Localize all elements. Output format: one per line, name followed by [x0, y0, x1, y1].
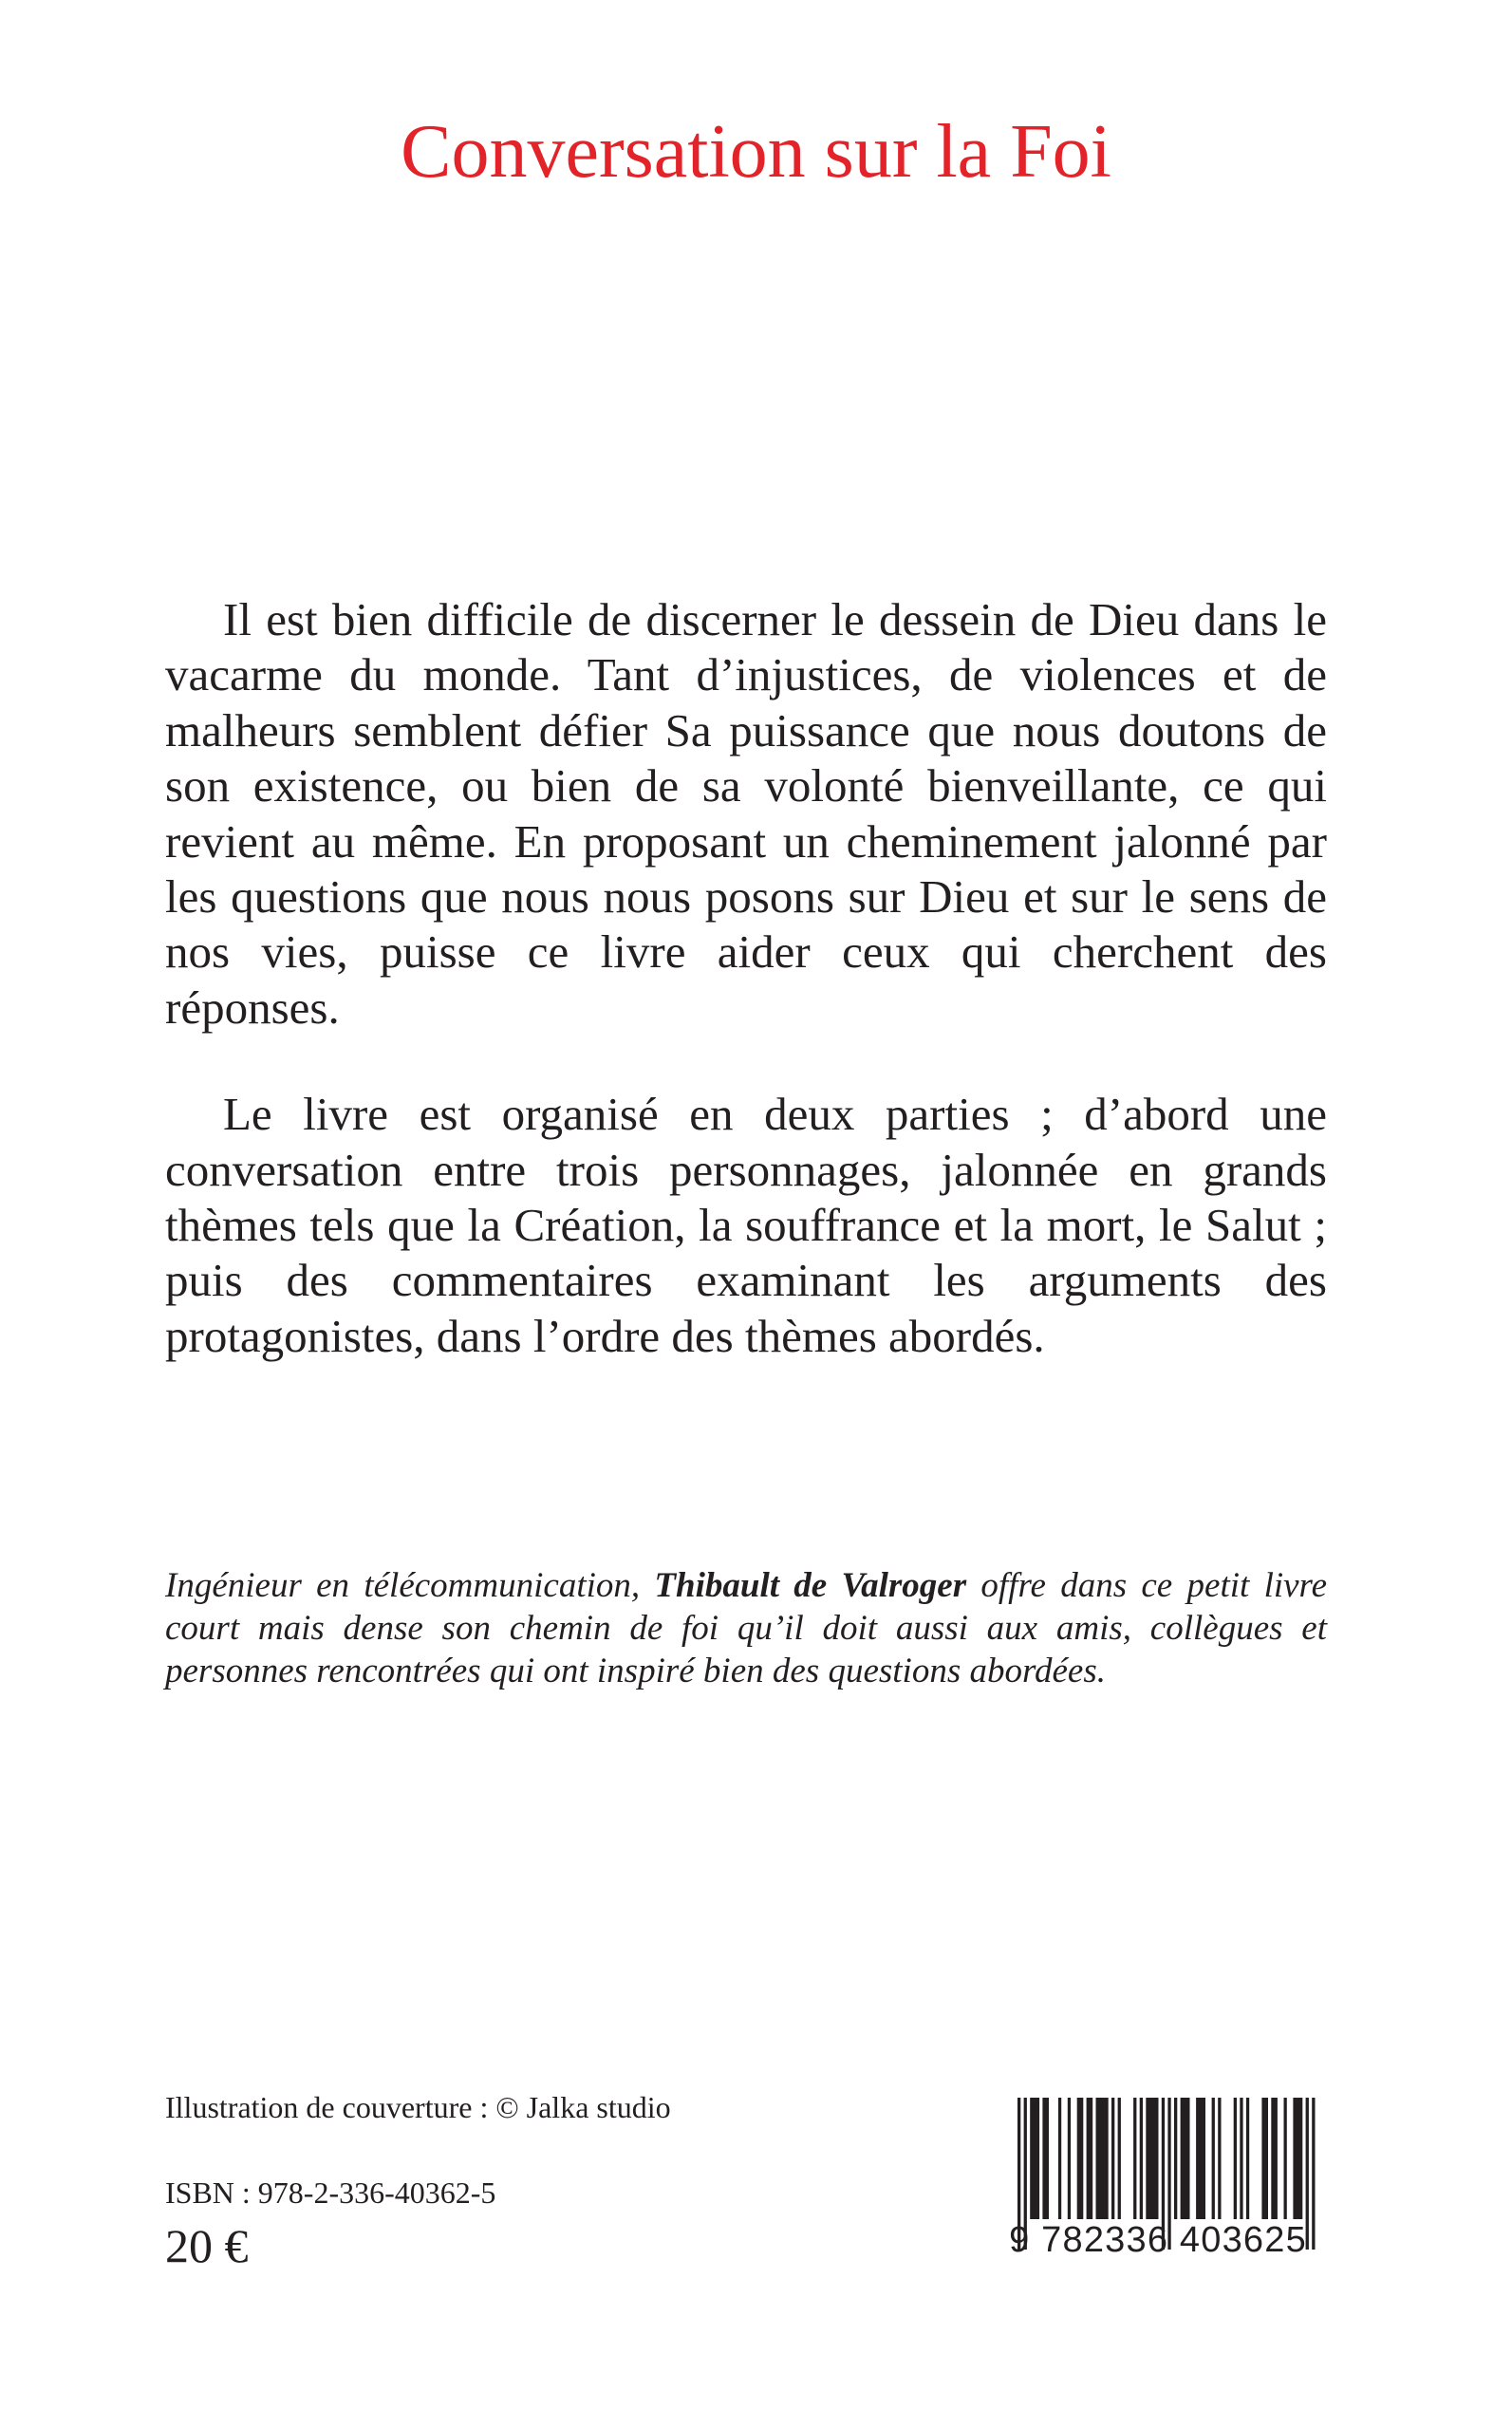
barcode-bar-20: [1218, 2098, 1221, 2219]
barcode-bar-7: [1087, 2098, 1093, 2219]
author-name: Thibault de Valroger: [654, 1566, 967, 1605]
barcode-bar-16: [1174, 2098, 1177, 2219]
book-summary: [165, 592, 1327, 1364]
barcode: [989, 2092, 1327, 2261]
barcode-bar-13: [1146, 2098, 1158, 2219]
barcode-bar-24: [1261, 2098, 1268, 2219]
barcode-digits: 9 782336 403625: [1009, 2220, 1307, 2260]
author-bio-rest: offre dans ce petit livre court mais dense son chemin de foi qu’il doit aussi aux amis, collègues et personnes rencontrées qui ont inspiré bien des questions abordées.: [165, 1566, 1327, 1690]
barcode-bar-5: [1068, 2098, 1071, 2219]
isbn: ISBN : 978-2-336-40362-5: [165, 2176, 496, 2210]
barcode-bar-4: [1058, 2098, 1061, 2219]
barcode-bar-10: [1118, 2098, 1121, 2219]
barcode-bar-17: [1181, 2098, 1190, 2219]
barcode-bar-26: [1284, 2098, 1287, 2219]
barcode-bar-11: [1133, 2098, 1136, 2219]
barcode-bar-6: [1077, 2098, 1084, 2219]
barcode-bar-2: [1030, 2098, 1039, 2219]
barcode-bar-22: [1240, 2098, 1242, 2219]
summary-paragraph-1: Il est bien difficile de discerner le dessein de Dieu dans le vacarme du monde. Tant d’injustices, de violences et de malheurs semblent défier Sa puissance que nous doutons de son existence, ou bien de sa volonté bienveillante, ce qui revient au même. En proposant un cheminement jalonné par les questions que nous nous posons sur Dieu et sur le sens de nos vies, puisse ce livre aider ceux qui cherchent des réponses.: [165, 593, 1327, 1034]
barcode-bar-25: [1271, 2098, 1278, 2219]
summary-paragraph-2: Le livre est organisé en deux parties ; d’abord une conversation entre trois personnages, jalonnée en grands thèmes tels que la Création, la souffrance et la mort, le Salut ; puis des commentaires examinant les arguments des protagonistes, dans l’ordre des thèmes abordés.: [165, 1088, 1327, 1362]
barcode-bar-8: [1096, 2098, 1109, 2219]
price: 20 €: [165, 2219, 249, 2272]
barcode-bar-9: [1111, 2098, 1114, 2219]
author-bio-intro: Ingénieur en télécommunication,: [165, 1566, 655, 1605]
barcode-bar-27: [1293, 2098, 1302, 2219]
cover-illustration-credit: Illustration de couverture : © Jalka studio: [165, 2090, 671, 2124]
barcode-bar-19: [1212, 2098, 1215, 2219]
barcode-bar-21: [1234, 2098, 1237, 2219]
book-title: Conversation sur la Foi: [401, 110, 1111, 194]
barcode-bar-18: [1196, 2098, 1205, 2219]
barcode-bar-3: [1042, 2098, 1049, 2219]
barcode-bar-23: [1246, 2098, 1249, 2219]
barcode-bar-12: [1140, 2098, 1143, 2219]
author-bio: [165, 1564, 1327, 1692]
